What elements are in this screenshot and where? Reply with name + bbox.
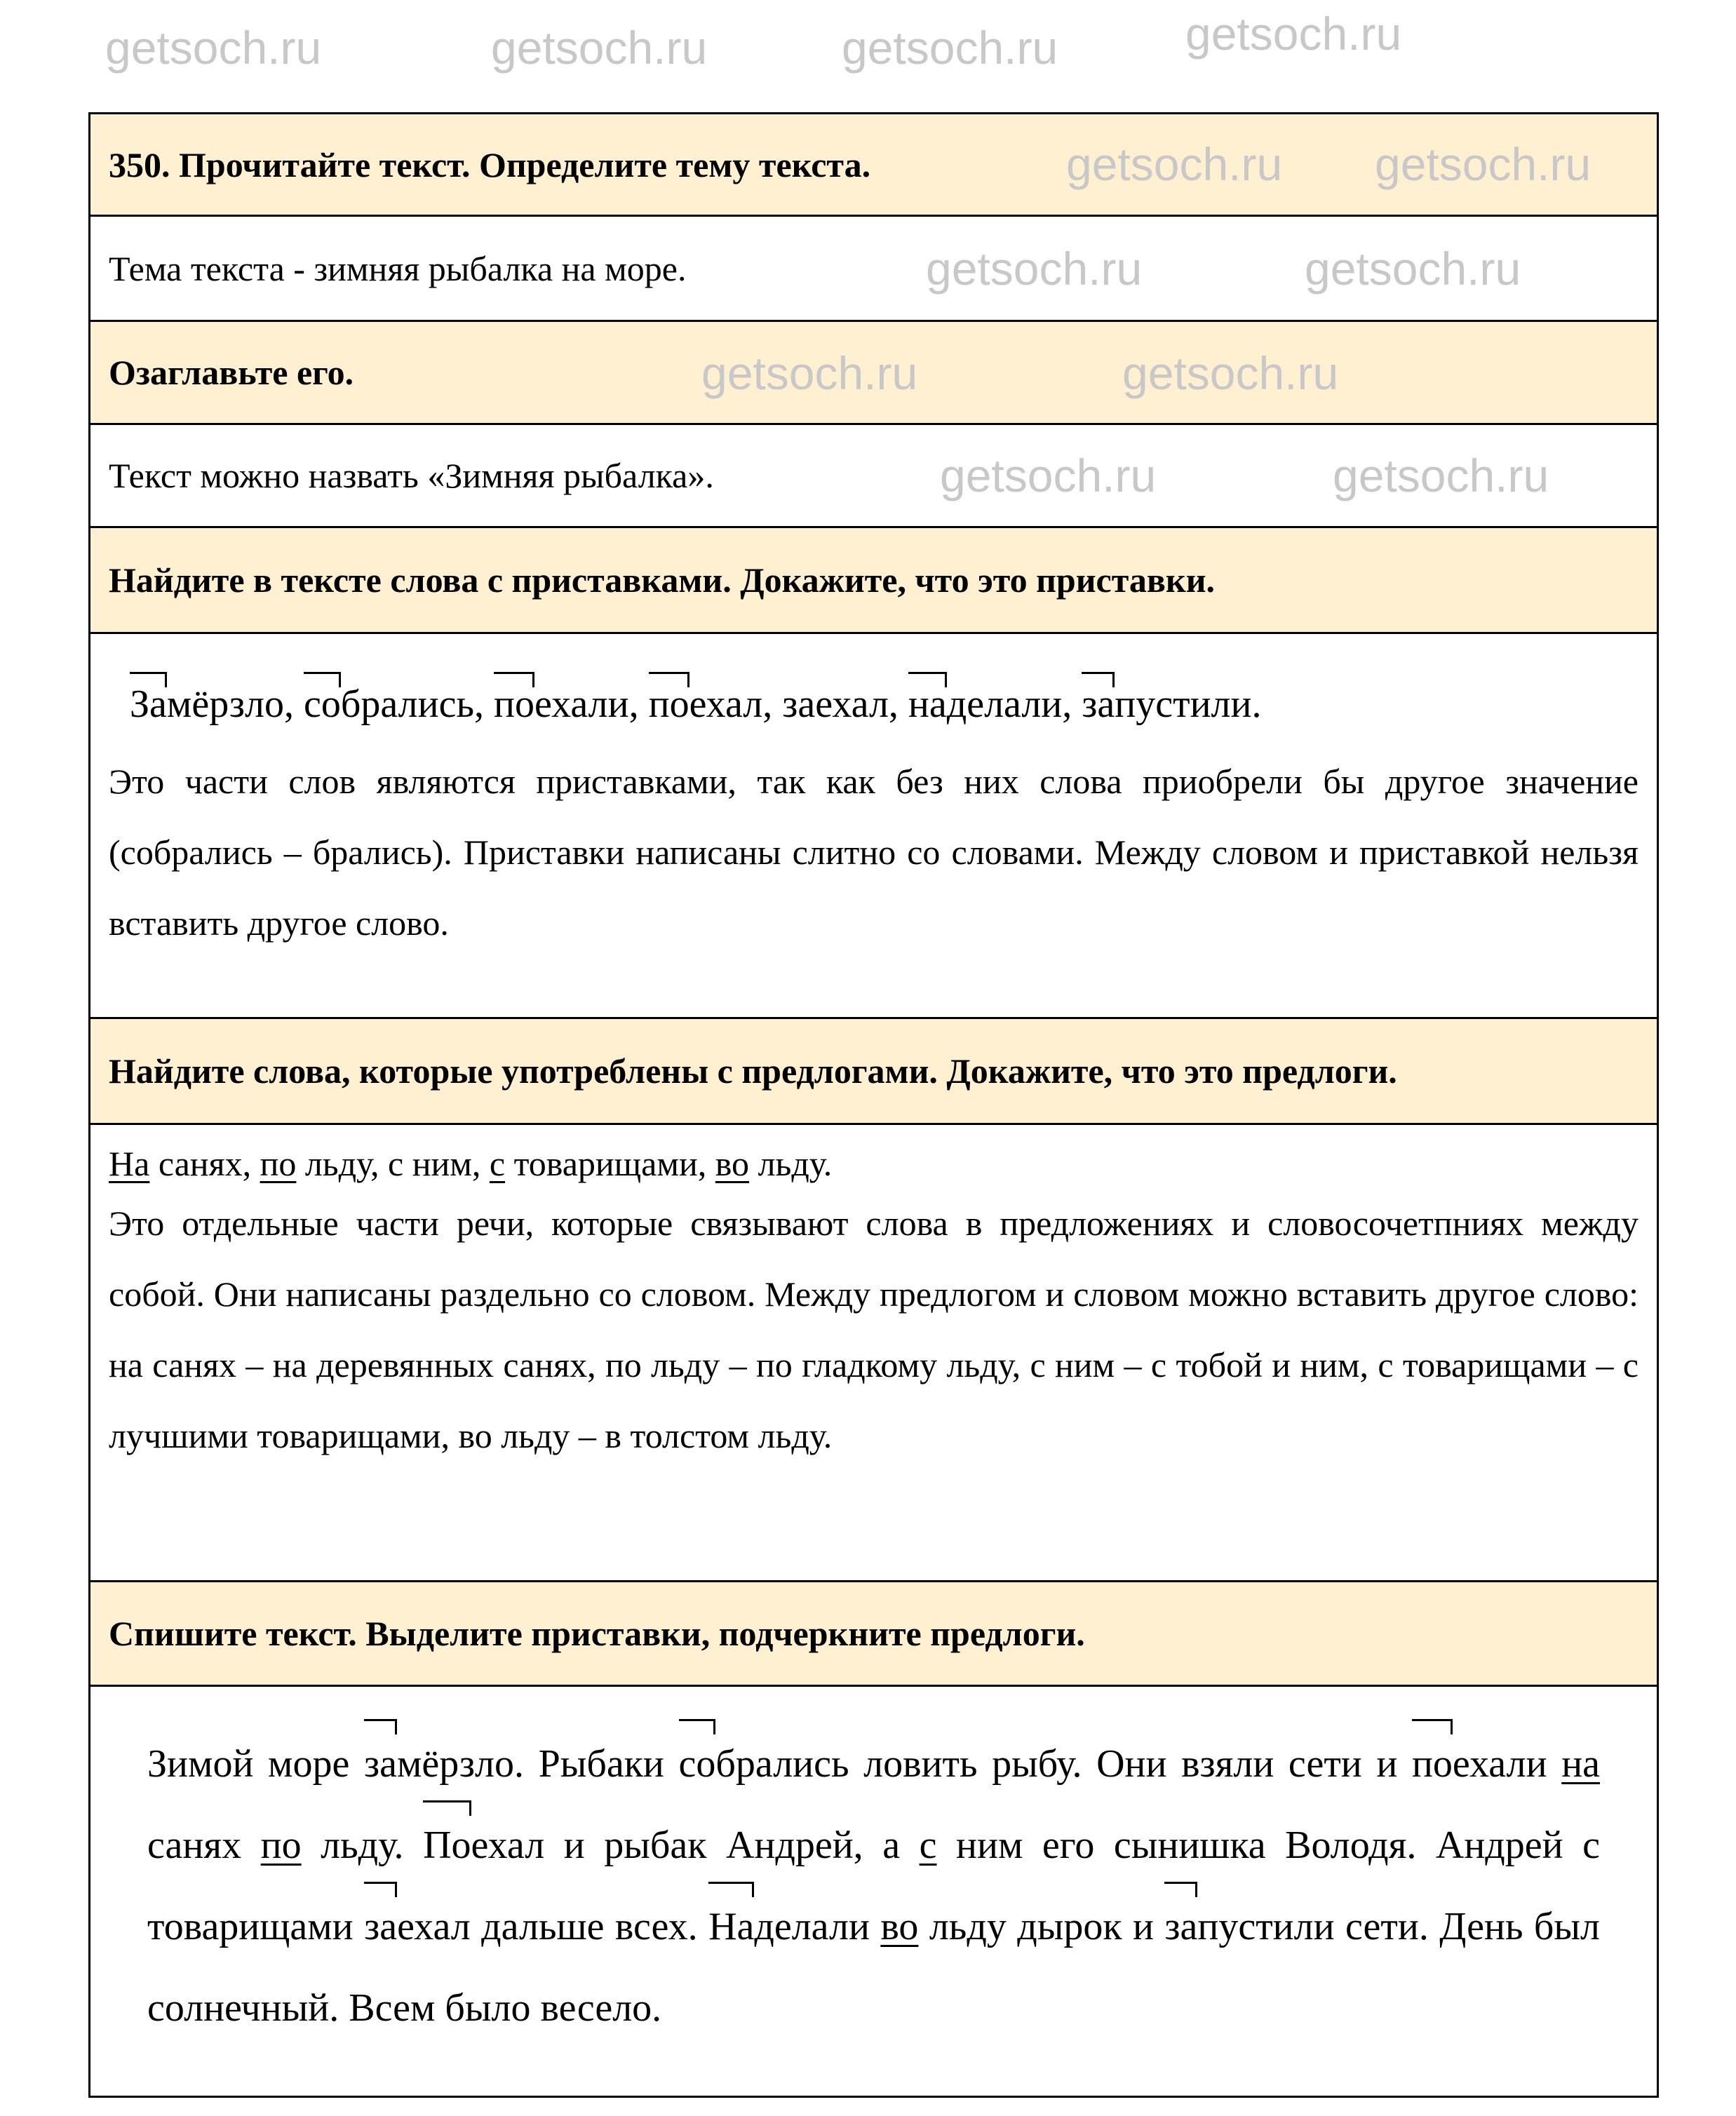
text-segment: брались ловить рыбу. Они взяли сети и <box>715 1742 1412 1786</box>
prefix-mark: За <box>130 676 167 732</box>
text-segment: льду. <box>301 1824 424 1867</box>
text-segment: ним его сынишка Володя. Андрей с товарищами <box>147 1824 1601 1948</box>
watermark: getsoch.ru <box>1305 243 1521 295</box>
watermark: getsoch.ru <box>701 347 918 399</box>
watermark: getsoch.ru <box>491 22 708 74</box>
text-segment: мёрзло, <box>166 682 304 726</box>
prefix-words <box>109 634 1639 732</box>
watermark: getsoch.ru <box>926 243 1143 295</box>
text-segment: льду. <box>749 1144 833 1183</box>
text-segment: товарищами, <box>505 1144 715 1183</box>
exercise-table <box>88 112 1659 2098</box>
preposition-underline: по <box>260 1144 297 1183</box>
preposition-underline: во <box>715 1144 750 1183</box>
task-header-3 <box>90 528 1657 634</box>
task-title: Спишите текст. Выделите приставки, подчеркните предлоги. <box>109 1614 1085 1653</box>
prefix-mark: за <box>364 1886 397 1967</box>
copied-text <box>147 1723 1600 2049</box>
prefix-mark: за <box>364 1723 397 1805</box>
prefix-mark: По <box>423 1805 471 1886</box>
prefix-mark: за <box>1082 676 1115 732</box>
text-segment: пустили. <box>1115 682 1262 726</box>
answer-3 <box>90 634 1657 1019</box>
answer-text: Это отдельные части речи, которые связывают слова в предложениях и словосочетпниях между собой. Они написаны раздельно со словом. Между предлогом и словом можно вставить другое слово: на санях – на деревянных санях, по льду – по гладкому льду, с ним – с тобой и ним, с товарищами – с лучшими товарищами, во льду – в толстом льду. <box>109 1204 1639 1455</box>
text-segment: делали <box>754 1905 881 1948</box>
prefix-mark: по <box>1412 1723 1453 1805</box>
prefix-mark: со <box>304 676 341 732</box>
answer-text: Тема текста - зимняя рыбалка на море. <box>109 248 687 288</box>
text-segment: ехал, <box>689 682 783 726</box>
preposition-underline: во <box>880 1905 919 1948</box>
text-segment: санях <box>147 1824 261 1867</box>
answer-2 <box>90 425 1657 528</box>
text-segment: ехали <box>1452 1742 1562 1786</box>
task-title: Найдите слова, которые употреблены с предлогами. Докажите, что это предлоги. <box>109 1051 1397 1091</box>
watermark: getsoch.ru <box>842 22 1058 74</box>
prefix-mark: по <box>649 676 689 732</box>
preposition-words <box>109 1125 1639 1188</box>
preposition-underline: с <box>919 1824 937 1867</box>
text-segment: ехали, <box>534 682 649 726</box>
watermark: getsoch.ru <box>1375 138 1592 190</box>
prefix-mark: на <box>908 676 947 732</box>
task-header-4 <box>90 1019 1657 1125</box>
text-segment: брались, <box>340 682 494 726</box>
text-segment: ехал и рыбак Андрей, а <box>471 1824 920 1867</box>
watermark: getsoch.ru <box>1333 450 1549 501</box>
watermark: getsoch.ru <box>1122 347 1339 399</box>
watermark: getsoch.ru <box>940 450 1157 501</box>
preposition-underline: с <box>489 1144 506 1183</box>
prefix-mark: со <box>679 1723 716 1805</box>
answer-text: Это части слов являются приставками, так как без них слова приобрели бы другое значение (собрались – брались). Приставки написаны слитно со словами. Между словом и приставкой нельзя вставить другое слово. <box>109 762 1639 943</box>
answer-1 <box>90 217 1657 322</box>
text-segment: мёрзло. Рыбаки <box>396 1742 679 1786</box>
task-header-2 <box>90 322 1657 425</box>
preposition-underline: на <box>1561 1742 1601 1786</box>
answer-text: Текст можно назвать «Зимняя рыбалка». <box>109 456 714 495</box>
text-segment: льду, с ним, <box>296 1144 490 1183</box>
watermark: getsoch.ru <box>1185 8 1402 60</box>
text-segment: санях, <box>149 1144 260 1183</box>
answer-5 <box>90 1687 1657 2096</box>
preposition-underline: На <box>109 1144 150 1183</box>
text-segment: ехал дальше всех. <box>397 1905 709 1948</box>
watermark: getsoch.ru <box>105 22 322 74</box>
preposition-underline: по <box>260 1824 302 1867</box>
prefix-mark: На <box>708 1886 754 1967</box>
text-segment: заехал, <box>782 682 908 726</box>
task-title: Найдите в тексте слова с приставками. Докажите, что это приставки. <box>109 560 1216 600</box>
prefix-mark: по <box>494 676 534 732</box>
task-header-5 <box>90 1582 1657 1687</box>
prefix-mark: за <box>1164 1886 1197 1967</box>
text-segment: Зимой море <box>147 1742 364 1786</box>
task-header-1 <box>90 114 1657 217</box>
text-segment: льду дырок и <box>918 1905 1165 1948</box>
text-segment: пустили сети. День был солнечный. Всем было весело. <box>147 1905 1600 2030</box>
text-segment: делали, <box>946 682 1082 726</box>
task-title: Озаглавьте его. <box>109 353 354 392</box>
answer-4 <box>90 1125 1657 1582</box>
task-title: 350. Прочитайте текст. Определите тему текста. <box>109 144 871 184</box>
watermark: getsoch.ru <box>1066 138 1283 190</box>
